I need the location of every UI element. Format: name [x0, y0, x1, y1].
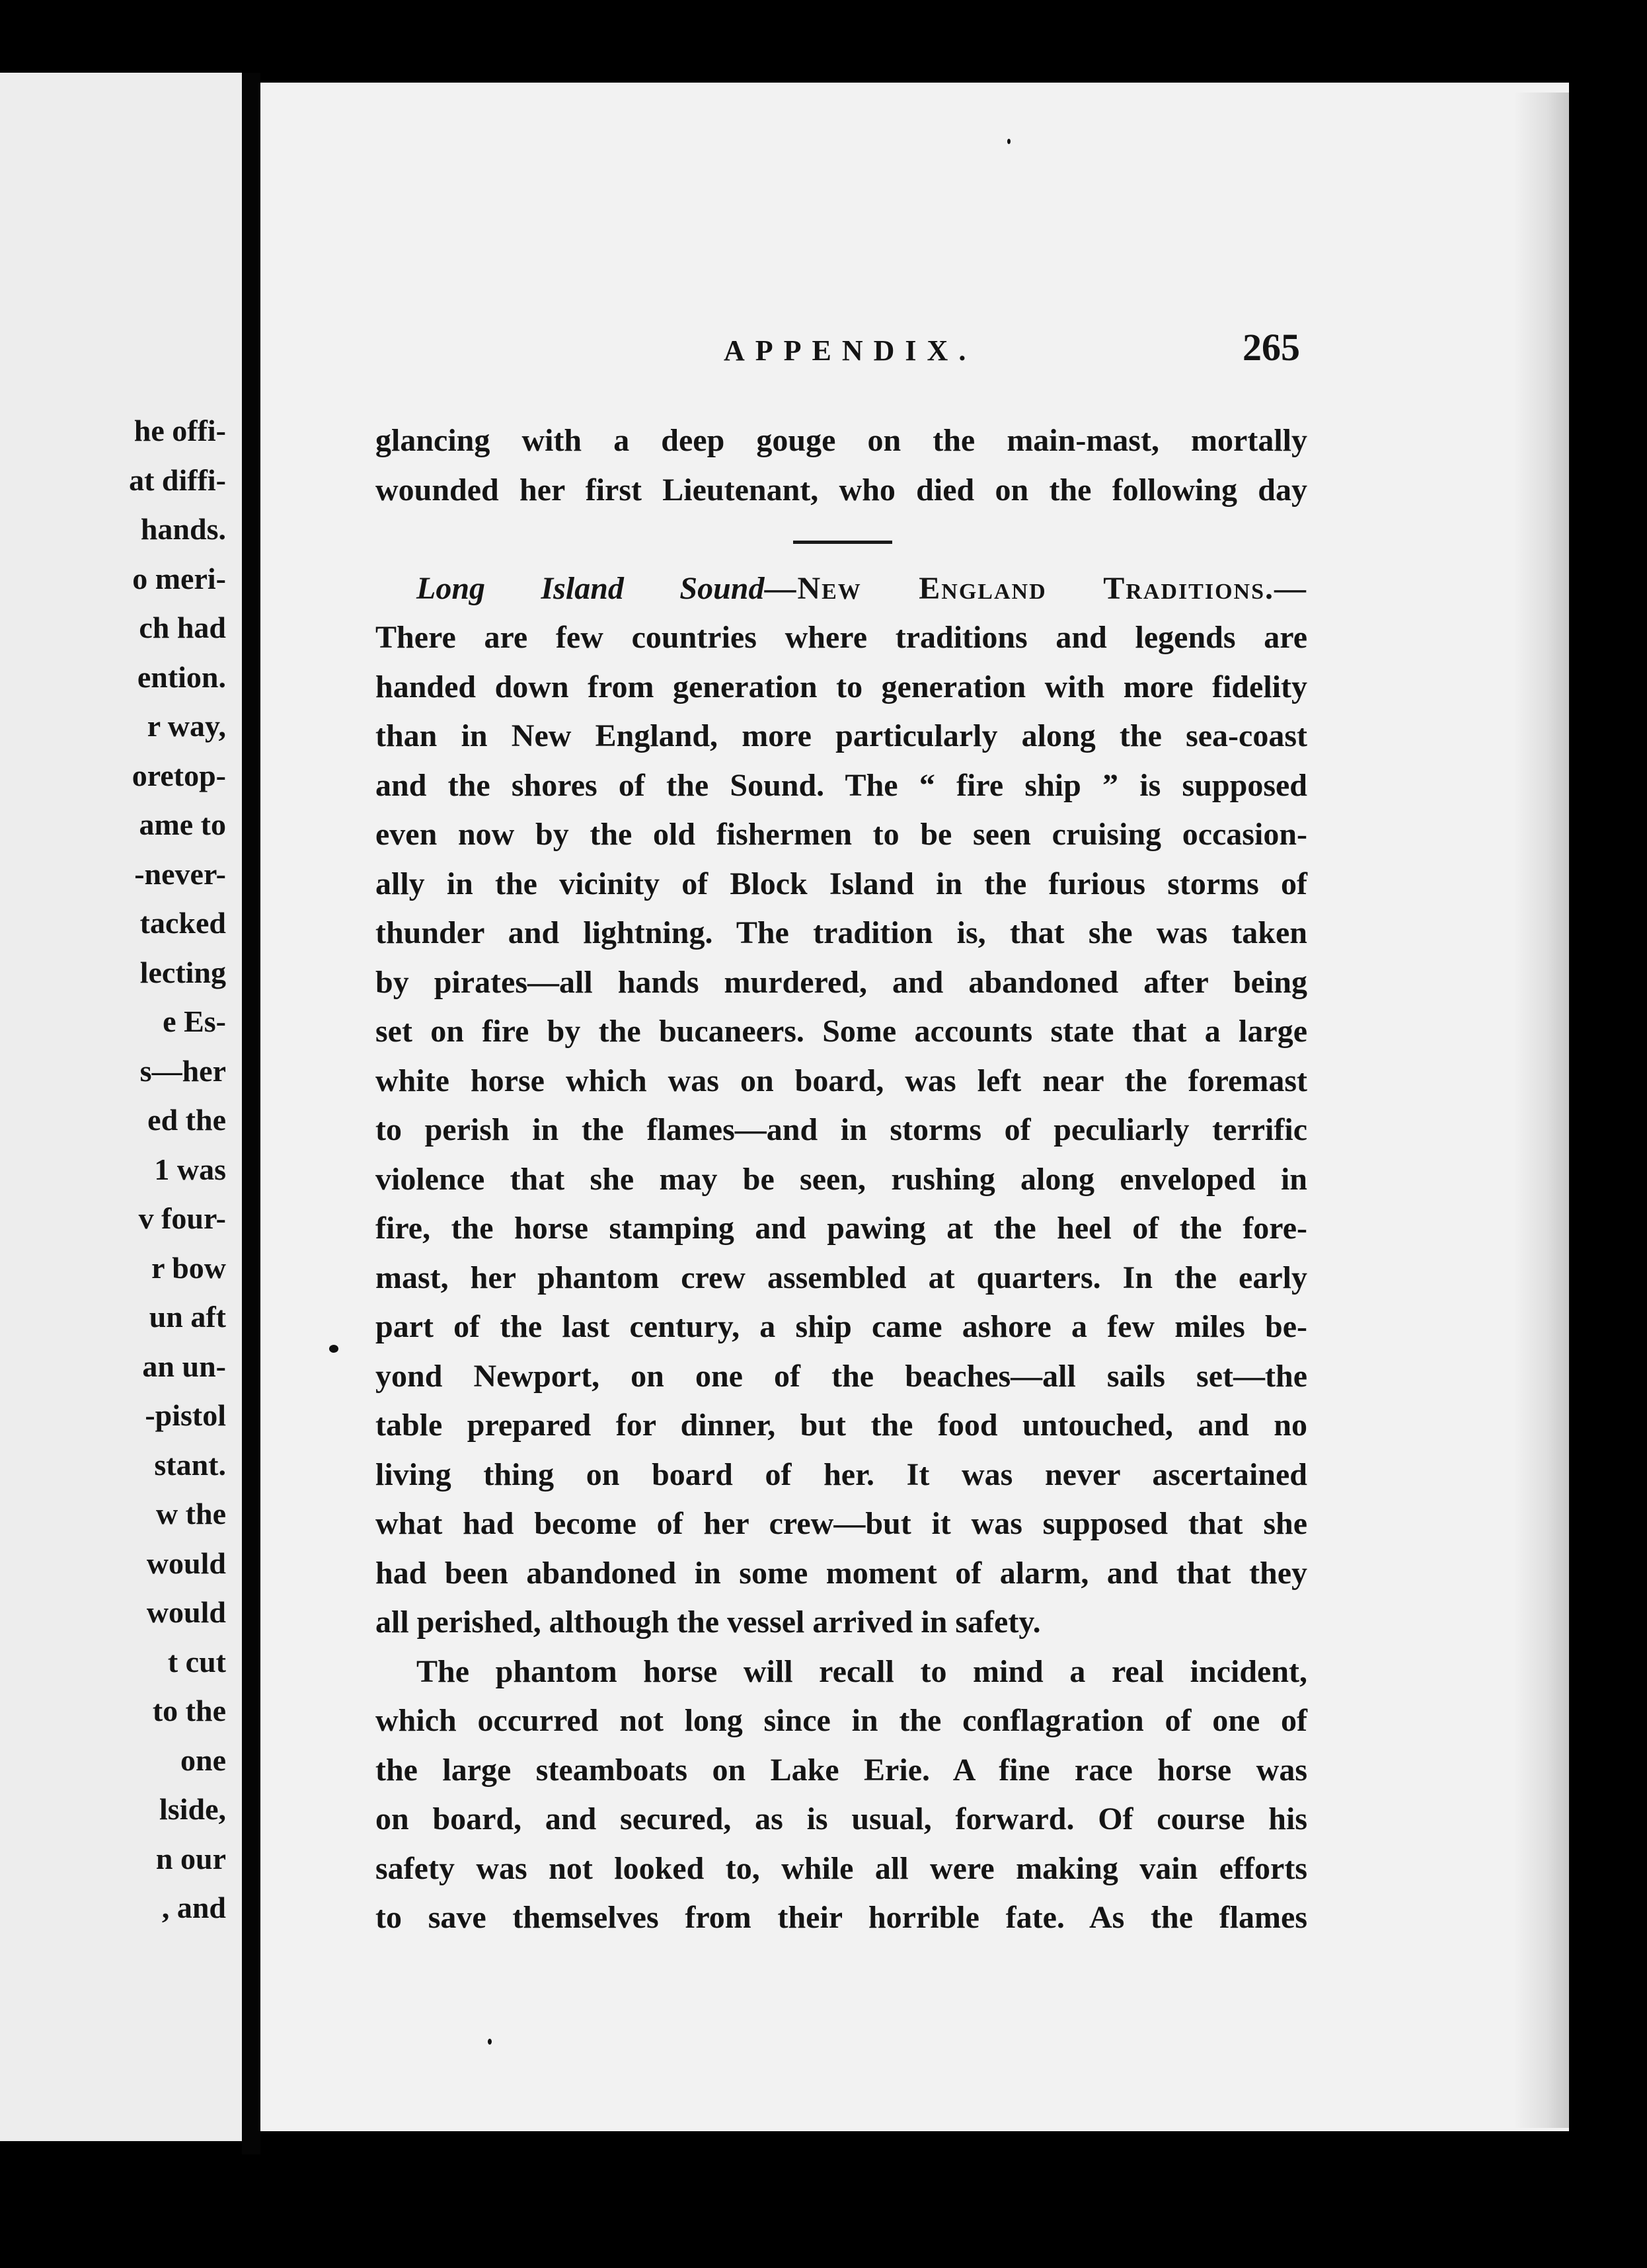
facing-page-line: v four- [138, 1201, 226, 1235]
section-heading [375, 564, 1307, 614]
facing-page-line: s—her [139, 1053, 226, 1088]
ink-speck [329, 1345, 338, 1353]
text-line: and the shores of the Sound. The “ fire ship ” is supposed [375, 767, 1307, 803]
facing-page-line: an un- [142, 1349, 226, 1383]
page-number: 265 [1243, 326, 1300, 369]
page-edge-shadow [1513, 93, 1569, 2128]
body-text [375, 416, 1307, 1943]
facing-page-line: lecting [139, 955, 226, 989]
text-line: to perish in the flames—and in storms of peculiarly terrific [375, 1112, 1307, 1147]
text-line: safety was not looked to, while all were making vain efforts [375, 1850, 1307, 1886]
text-line: The phantom horse will recall to mind a real incident, [416, 1653, 1307, 1689]
facing-page-line: r way, [147, 709, 226, 743]
facing-page-line: o meri- [132, 561, 226, 595]
ink-speck [1007, 139, 1011, 144]
text-line: on board, and secured, as is usual, forward. Of course his [375, 1801, 1307, 1836]
running-head: APPENDIX. [724, 334, 977, 367]
paragraph-1 [375, 416, 1307, 515]
facing-page-line: ed the [147, 1103, 226, 1137]
text-line: living thing on board of her. It was never ascertained [375, 1456, 1307, 1492]
text-line: even now by the old fishermen to be seen cruising occasion- [375, 817, 1307, 852]
ink-speck [488, 2039, 492, 2045]
facing-page-line: he offi- [134, 414, 226, 447]
facing-page-line: 1 was [154, 1152, 226, 1186]
text-line: had been abandoned in some moment of alarm, and that they [375, 1555, 1307, 1591]
text-line: yond Newport, on one of the beaches—all sails set—the [375, 1358, 1307, 1394]
facing-page-line: -never- [134, 856, 226, 891]
text-line: what had become of her crew—but it was supposed that she [375, 1506, 1307, 1541]
facing-page-line: tacked [139, 906, 226, 940]
facing-page-line: stant. [154, 1447, 226, 1482]
facing-page-text [129, 406, 226, 1933]
text-line: wounded her first Lieutenant, who died on the following day [375, 472, 1307, 508]
text-line: part of the last century, a ship came ashore a few miles be- [375, 1309, 1307, 1344]
facing-page-line: would [146, 1595, 226, 1629]
text-line: glancing with a deep gouge on the main-mast, mortally [375, 423, 1307, 458]
facing-page-line: at diffi- [129, 463, 226, 497]
text-line: all perished, although the vessel arrived in safety. [375, 1605, 1041, 1640]
facing-page-line: n our [155, 1841, 226, 1875]
section-heading-title: —New England Traditions.— [764, 570, 1307, 606]
facing-page-line: ention. [137, 660, 226, 694]
text-line: violence that she may be seen, rushing along enveloped in [375, 1161, 1307, 1197]
facing-page-line: e Es- [163, 1004, 226, 1038]
text-line: mast, her phantom crew assembled at quarters. In the early [375, 1260, 1307, 1295]
text-line: thunder and lightning. The tradition is, that she was taken [375, 915, 1307, 950]
text-line: ally in the vicinity of Block Island in the furious storms of [375, 866, 1307, 901]
facing-page-line: ame to [139, 808, 226, 841]
facing-page-line: un aft [149, 1300, 226, 1334]
paragraph-2 [375, 613, 1307, 1647]
binding-gutter [242, 73, 260, 2154]
section-heading-place: Long Island Sound [416, 570, 765, 606]
facing-page-line: ch had [139, 611, 226, 644]
text-line: by pirates—all hands murdered, and abandoned after being [375, 964, 1307, 1000]
text-line: table prepared for dinner, but the food untouched, and no [375, 1408, 1307, 1443]
text-line: which occurred not long since in the conflagration of one of [375, 1703, 1307, 1738]
text-line: fire, the horse stamping and pawing at the heel of the fore- [375, 1211, 1307, 1246]
facing-page-line: to the [152, 1694, 226, 1727]
facing-page-line: hands. [140, 512, 226, 546]
facing-page-line: w the [155, 1497, 226, 1531]
paragraph-3 [375, 1647, 1307, 1943]
text-line: set on fire by the bucaneers. Some accounts state that a large [375, 1014, 1307, 1049]
text-line: than in New England, more particularly along the sea-coast [375, 718, 1307, 753]
text-line: to save themselves from their horrible fate. As the flames [375, 1900, 1307, 1935]
facing-page-left [0, 73, 242, 2141]
facing-page-line: one [180, 1743, 226, 1777]
text-line: white horse which was on board, was left near the foremast [375, 1063, 1307, 1098]
text-line: handed down from generation to generation with more fidelity [375, 669, 1307, 704]
facing-page-line: r bow [151, 1250, 226, 1285]
text-line: the large steamboats on Lake Erie. A fine race horse was [375, 1752, 1307, 1788]
facing-page-line: lside, [159, 1792, 226, 1826]
facing-page-line: t cut [167, 1644, 226, 1679]
facing-page-line: -pistol [145, 1398, 226, 1432]
facing-page-line: oretop- [132, 758, 226, 792]
text-line: There are few countries where traditions and legends are [375, 620, 1307, 655]
rule-spacer [375, 515, 1307, 564]
facing-page-line: would [146, 1546, 226, 1580]
facing-page-line: , and [161, 1891, 226, 1924]
